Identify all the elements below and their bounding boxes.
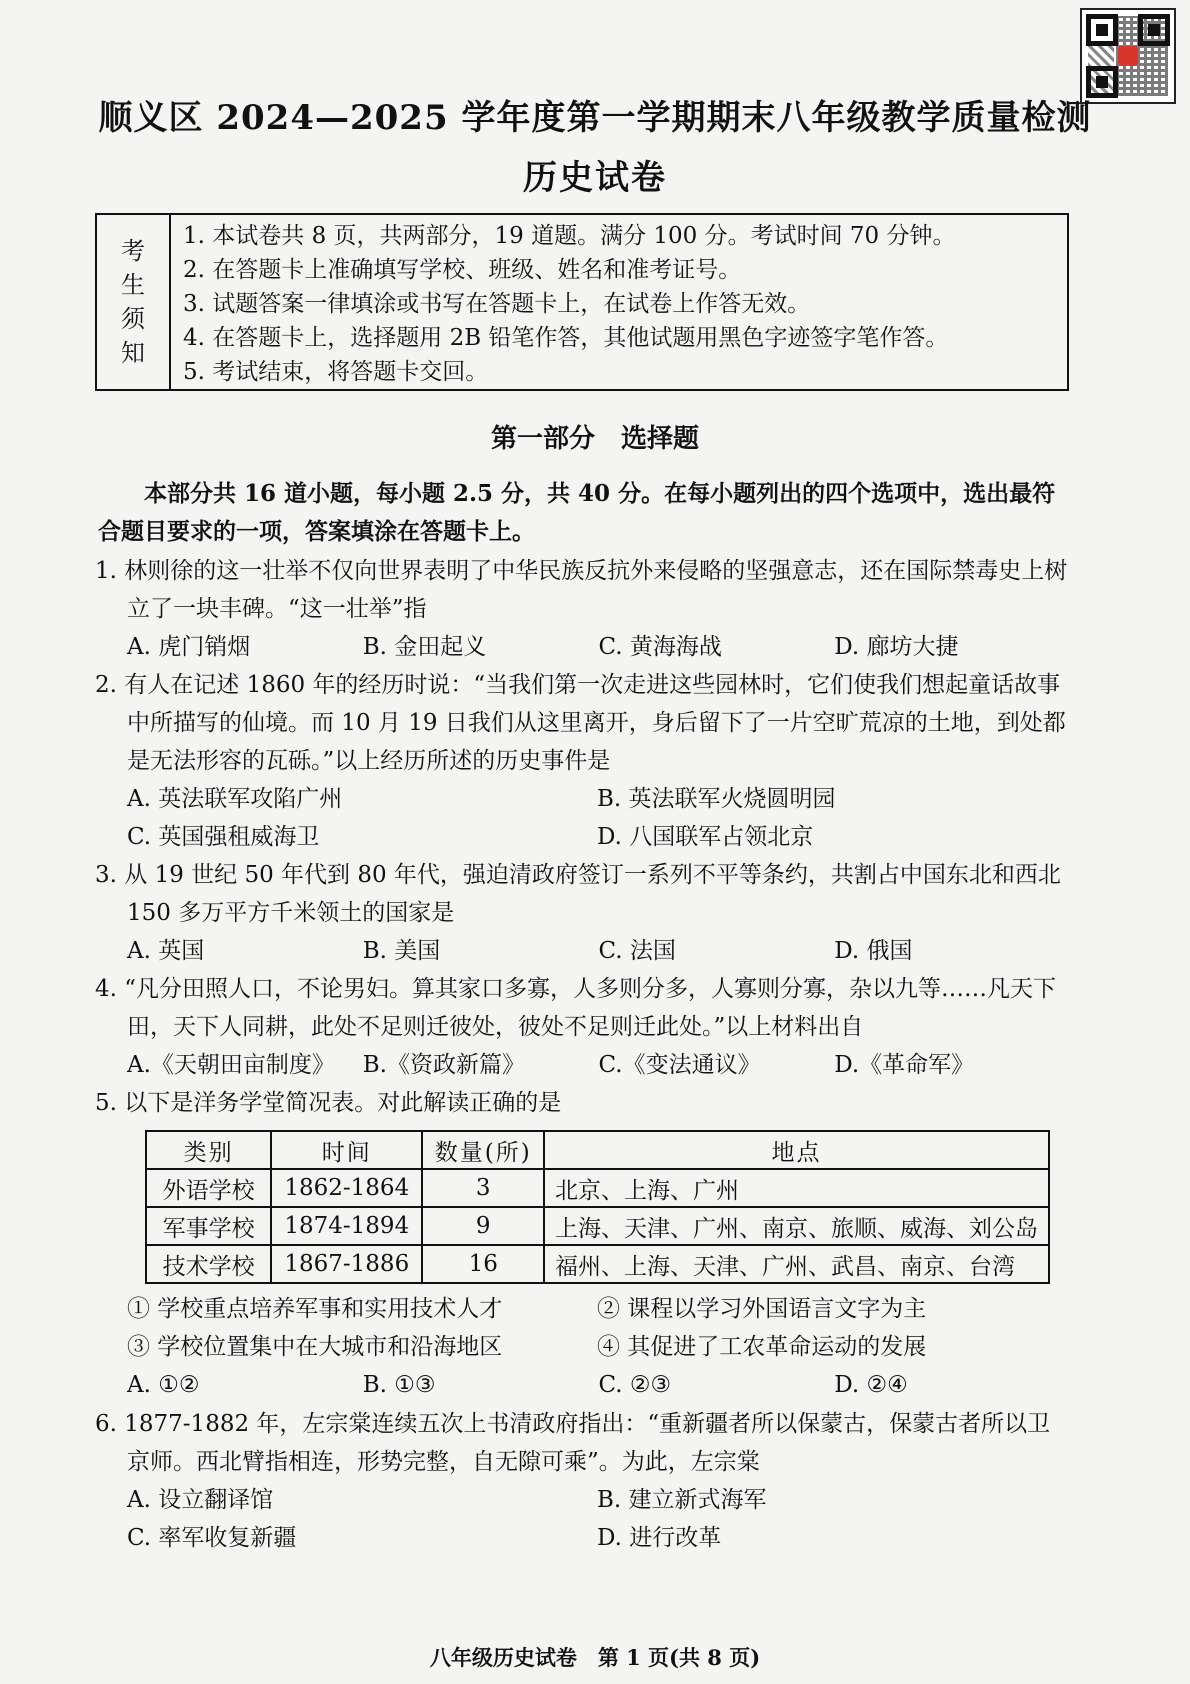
table-cell: 16 <box>422 1245 544 1283</box>
candidate-notice-box <box>95 213 1069 391</box>
table-cell: 军事学校 <box>146 1207 271 1245</box>
option-row <box>95 628 1070 666</box>
statement: ① 学校重点培养军事和实用技术人才 <box>127 1296 503 1322</box>
table-cell: 上海、天津、广州、南京、旅顺、威海、刘公岛 <box>544 1207 1049 1245</box>
statement: ② 课程以学习外国语言文字为主 <box>597 1296 927 1322</box>
option-row <box>95 1519 1070 1557</box>
option-b[interactable]: B. 美国 <box>362 938 441 964</box>
notice-list <box>171 215 1067 389</box>
table-row <box>146 1207 1049 1245</box>
question-stem: 5. 以下是洋务学堂简况表。对此解读正确的是 <box>95 1090 562 1116</box>
table-cell: 1867-1886 <box>271 1245 422 1283</box>
exam-subtitle: 历史试卷 <box>523 158 667 198</box>
option-a[interactable]: A.《天朝田亩制度》 <box>127 1052 335 1078</box>
table-cell: 北京、上海、广州 <box>544 1169 1049 1207</box>
option-d[interactable]: D. ②④ <box>834 1372 908 1398</box>
table-cell: 1862-1864 <box>271 1169 422 1207</box>
exam-title: 顺义区 2024—2025 学年度第一学期期末八年级教学质量检测 <box>98 98 1092 138</box>
option-b[interactable]: B. ①③ <box>362 1372 436 1398</box>
notice-item: 1. 本试卷共 8 页，共两部分，19 道题。满分 100 分。考试时间 70 分钟。 <box>183 223 956 249</box>
option-d[interactable]: D. 廊坊大捷 <box>834 634 959 660</box>
option-b[interactable]: B. 英法联军火烧圆明园 <box>597 786 836 812</box>
notice-label <box>97 215 171 389</box>
table-cell: 3 <box>422 1169 544 1207</box>
qr-logo-icon <box>1118 46 1138 66</box>
option-a[interactable]: A. 英国 <box>127 938 205 964</box>
option-c[interactable]: C. 英国强租威海卫 <box>127 824 320 850</box>
option-b[interactable]: B.《资政新篇》 <box>362 1052 525 1078</box>
page-footer: 八年级历史试卷 第 1 页(共 8 页) <box>429 1645 761 1670</box>
option-row <box>95 1046 1070 1084</box>
question-stem: 1. 林则徐的这一壮举不仅向世界表明了中华民族反抗外来侵略的坚强意志，还在国际禁毒史上树立了一块丰碑。“这一壮举”指 <box>95 558 1068 622</box>
question-2 <box>95 666 1070 856</box>
table-row <box>146 1169 1049 1207</box>
qr-pattern <box>1088 46 1114 96</box>
question-stem: 4. “凡分田照人口，不论男妇。算其家口多寡，人多则分多，人寡则分寡，杂以九等……凡天下田，天下人同耕，此处不足则迁彼处，彼处不足则迁此处。”以上材料出自 <box>95 976 1057 1040</box>
table-cell: 技术学校 <box>146 1245 271 1283</box>
option-row <box>95 818 1070 856</box>
option-row <box>95 780 1070 818</box>
option-row <box>95 1366 1070 1404</box>
table-header: 地点 <box>544 1131 1049 1169</box>
question-stem: 2. 有人在记述 1860 年的经历时说：“当我们第一次走进这些园林时，它们使我们想起童话故事中所描写的仙境。而 10 月 19 日我们从这里离开，身后留下了一片空旷荒凉的土地，到处都是无法形容的瓦砾。”以上经历所述的历史事件是 <box>95 672 1066 774</box>
statement: ④ 其促进了工农革命运动的发展 <box>597 1334 927 1360</box>
table-header: 数量(所) <box>422 1131 544 1169</box>
notice-label-char: 生 <box>121 271 145 299</box>
question-1 <box>95 552 1070 666</box>
option-a[interactable]: A. 设立翻译馆 <box>127 1487 274 1513</box>
option-b[interactable]: B. 建立新式海军 <box>597 1487 767 1513</box>
option-b[interactable]: B. 金田起义 <box>362 634 487 660</box>
notice-item: 3. 试题答案一律填涂或书写在答题卡上，在试卷上作答无效。 <box>183 291 811 317</box>
notice-label-char: 考 <box>121 237 145 265</box>
notice-item: 5. 考试结束，将答题卡交回。 <box>183 359 489 385</box>
table-header: 时间 <box>271 1131 422 1169</box>
table-header: 类别 <box>146 1131 271 1169</box>
option-c[interactable]: C. ②③ <box>598 1372 672 1398</box>
statement: ③ 学校位置集中在大城市和沿海地区 <box>127 1334 503 1360</box>
question-5-statements <box>95 1290 1070 1404</box>
statement-row <box>95 1290 1070 1328</box>
option-d[interactable]: D. 进行改革 <box>597 1525 722 1551</box>
notice-label-char: 须 <box>121 305 145 333</box>
option-c[interactable]: C. 率军收复新疆 <box>127 1525 297 1551</box>
option-c[interactable]: C. 法国 <box>598 938 676 964</box>
notice-label-char: 知 <box>121 339 145 367</box>
question-6 <box>95 1405 1070 1557</box>
table-cell: 9 <box>422 1207 544 1245</box>
option-a[interactable]: A. 虎门销烟 <box>127 634 251 660</box>
table-cell: 福州、上海、天津、广州、武昌、南京、台湾 <box>544 1245 1049 1283</box>
option-row <box>95 932 1070 970</box>
option-c[interactable]: C. 黄海海战 <box>598 634 722 660</box>
question-stem: 6. 1877-1882 年，左宗棠连续五次上书清政府指出：“重新疆者所以保蒙古，保蒙古者所以卫京师。西北臂指相连，形势完整，自无隙可乘”。为此，左宗棠 <box>95 1411 1051 1475</box>
table-header-row <box>146 1131 1049 1169</box>
yangwu-schools-table <box>145 1130 1050 1284</box>
question-5 <box>95 1084 1070 1122</box>
option-a[interactable]: A. ①② <box>127 1372 200 1398</box>
table-row <box>146 1245 1049 1283</box>
statement-row <box>95 1328 1070 1366</box>
qr-finder <box>1086 14 1118 46</box>
option-d[interactable]: D. 八国联军占领北京 <box>597 824 814 850</box>
section-title: 第一部分 选择题 <box>490 424 699 454</box>
notice-item: 4. 在答题卡上，选择题用 2B 铅笔作答，其他试题用黑色字迹签字笔作答。 <box>183 325 949 351</box>
section-intro: 本部分共 16 道小题，每小题 2.5 分，共 40 分。在每小题列出的四个选项中，选出最符合题目要求的一项，答案填涂在答题卡上。 <box>98 480 1056 545</box>
option-a[interactable]: A. 英法联军攻陷广州 <box>127 786 343 812</box>
option-d[interactable]: D. 俄国 <box>834 938 913 964</box>
question-stem: 3. 从 19 世纪 50 年代到 80 年代，强迫清政府签订一系列不平等条约，共割占中国东北和西北 150 多万平方千米领土的国家是 <box>95 862 1061 926</box>
table-cell: 1874-1894 <box>271 1207 422 1245</box>
notice-item: 2. 在答题卡上准确填写学校、班级、姓名和准考证号。 <box>183 257 742 283</box>
option-row <box>95 1481 1070 1519</box>
question-3 <box>95 856 1070 970</box>
option-c[interactable]: C.《变法通议》 <box>598 1052 761 1078</box>
table-cell: 外语学校 <box>146 1169 271 1207</box>
question-4 <box>95 970 1070 1084</box>
option-d[interactable]: D.《革命军》 <box>834 1052 975 1078</box>
